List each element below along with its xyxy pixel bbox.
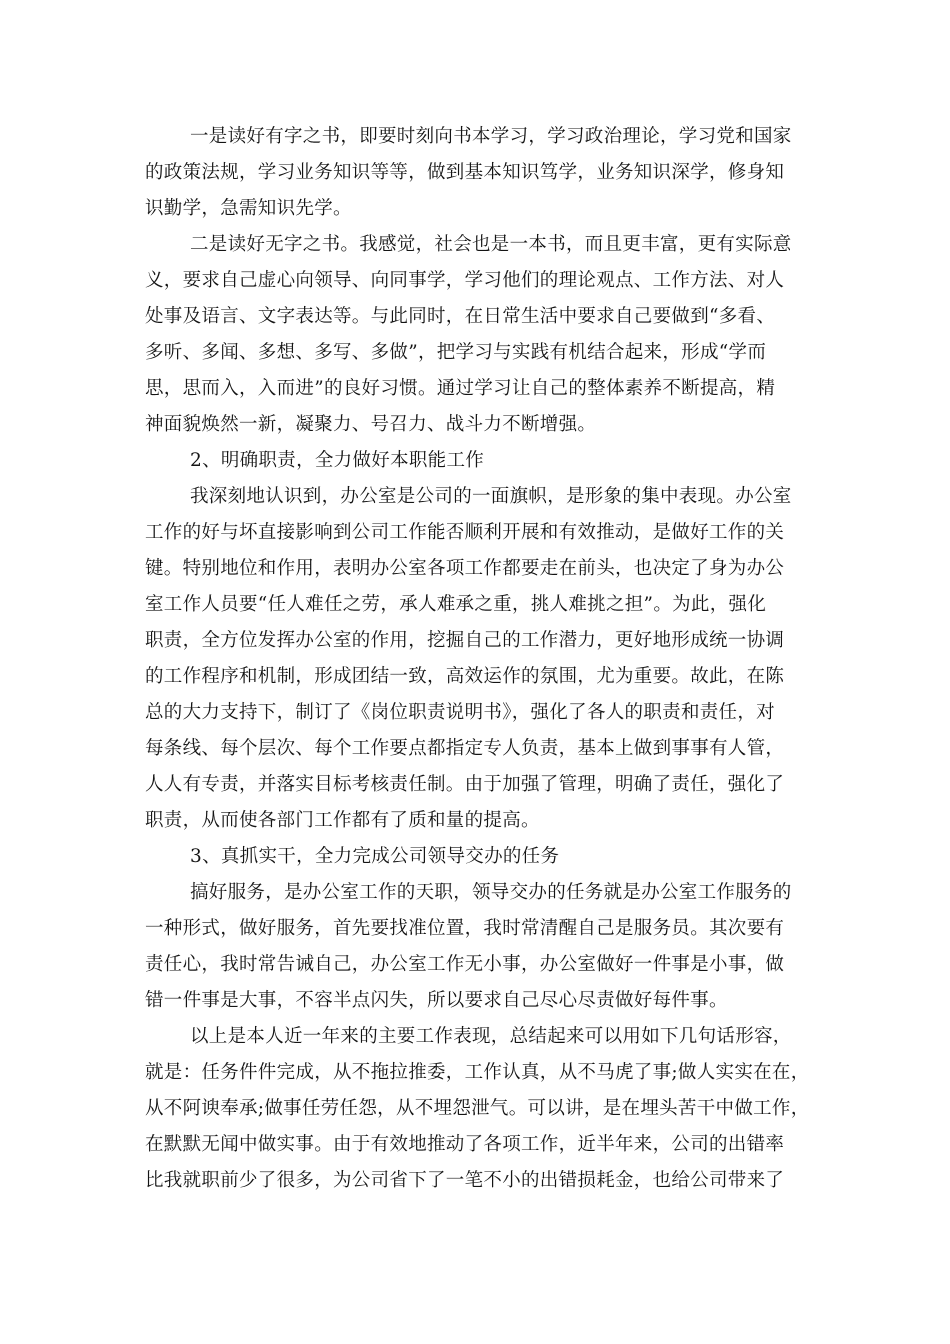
paragraph-line: 责任心，我时常告诫自己，办公室工作无小事，办公室做好一件事是小事，做 (145, 954, 785, 975)
paragraph-line: 神面貌焕然一新，凝聚力、号召力、战斗力不断增强。 (145, 414, 597, 435)
paragraph-line: 人人有专责，并落实目标考核责任制。由于加强了管理，明确了责任，强化了 (145, 774, 785, 795)
paragraph-line: 职责，全方位发挥办公室的作用，挖掘自己的工作潜力，更好地形成统一协调 (145, 630, 785, 651)
paragraph-line: 总的大力支持下，制订了《岗位职责说明书》，强化了各人的职责和责任，对 (145, 702, 775, 723)
paragraph-line: 每条线、每个层次、每个工作要点都指定专人负责，基本上做到事事有人管， (145, 738, 785, 759)
paragraph-line: 处事及语言、文字表达等。与此同时，在日常生活中要求自己要做到“多看、 (145, 306, 776, 327)
paragraph-line: 比我就职前少了很多，为公司省下了一笔不小的出错损耗金，也给公司带来了 (145, 1170, 785, 1191)
paragraph-line: 识勤学，急需知识先学。 (145, 198, 352, 219)
paragraph-line: 室工作人员要“任人难任之劳，承人难承之重，挑人难挑之担”。为此，强化 (145, 594, 767, 615)
paragraph-line: 工作的好与坏直接影响到公司工作能否顺利开展和有效推动，是做好工作的关 (145, 522, 785, 543)
section-heading: 2、明确职责，全力做好本职能工作 (190, 450, 485, 471)
paragraph-line: 我深刻地认识到，办公室是公司的一面旗帜，是形象的集中表现。办公室 (190, 486, 792, 507)
paragraph-line: 义，要求自己虚心向领导、向同事学，学习他们的理论观点、工作方法、对人 (145, 270, 785, 291)
paragraph-line: 错一件事是大事，不容半点闪失，所以要求自己尽心尽责做好每件事。 (145, 990, 728, 1011)
paragraph-line: 职责，从而使各部门工作都有了质和量的提高。 (145, 810, 540, 831)
paragraph-line: 以上是本人近一年来的主要工作表现，总结起来可以用如下几句话形容， (190, 1026, 792, 1047)
paragraph-line: 就是：任务件件完成，从不拖拉推委，工作认真，从不马虎了事;做人实实在在， (145, 1062, 810, 1083)
paragraph-line: 从不阿谀奉承;做事任劳任怨，从不埋怨泄气。可以讲，是在埋头苦干中做工作， (145, 1098, 810, 1119)
paragraph-line: 的政策法规，学习业务知识等等，做到基本知识笃学，业务知识深学，修身知 (145, 162, 785, 183)
paragraph-line: 多听、多闻、多想、多写、多做”，把学习与实践有机结合起来，形成“学而 (145, 342, 767, 363)
section-heading: 3、真抓实干，全力完成公司领导交办的任务 (190, 846, 560, 867)
paragraph-line: 二是读好无字之书。我感觉，社会也是一本书，而且更丰富，更有实际意 (190, 234, 792, 255)
paragraph-line: 的工作程序和机制，形成团结一致，高效运作的氛围，尤为重要。故此，在陈 (145, 666, 785, 687)
paragraph-line: 键。特别地位和作用，表明办公室各项工作都要走在前头，也决定了身为办公 (145, 558, 785, 579)
paragraph-line: 一种形式，做好服务，首先要找准位置，我时常清醒自己是服务员。其次要有 (145, 918, 785, 939)
paragraph-line: 搞好服务，是办公室工作的天职，领导交办的任务就是办公室工作服务的 (190, 882, 792, 903)
paragraph-line: 在默默无闻中做实事。由于有效地推动了各项工作，近半年来，公司的出错率 (145, 1134, 785, 1155)
paragraph-line: 思，思而入，入而进”的良好习惯。通过学习让自己的整体素养不断提高，精 (145, 378, 776, 399)
paragraph-line: 一是读好有字之书，即要时刻向书本学习，学习政治理论，学习党和国家 (190, 126, 792, 147)
